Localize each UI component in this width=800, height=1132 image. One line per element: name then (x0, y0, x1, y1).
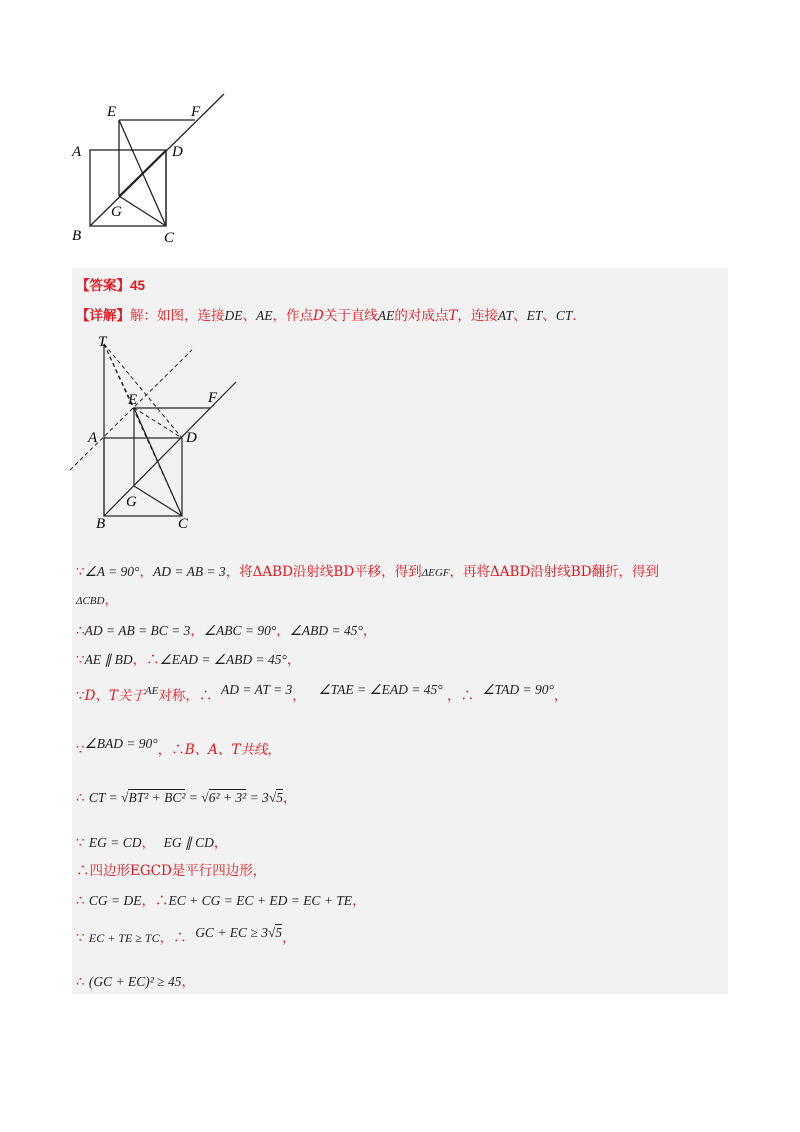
expr: = (185, 790, 202, 805)
radicand: 5 (276, 790, 283, 805)
expr-at: AT (497, 308, 514, 323)
label-d: D (172, 144, 183, 160)
therefore-symbol: ∴ (76, 863, 90, 879)
text: 的对成点 (394, 308, 449, 324)
expr: AE (144, 685, 159, 697)
label-e: E (107, 104, 117, 120)
figure-1 (60, 88, 240, 248)
segment-td (104, 344, 182, 438)
line-ae (70, 350, 192, 470)
text: 四边形EGCD是平行四边形， (89, 863, 267, 879)
text: ，再将ΔABD沿射线BD翻折，得到 (449, 564, 660, 580)
text: ，将ΔABD沿射线BD平移，得到 (225, 564, 422, 580)
step-3 (76, 650, 300, 670)
because-symbol: ∵ (76, 835, 85, 851)
expr-ct: CT (555, 308, 573, 323)
expr: ∠ABC = 90° (203, 623, 277, 638)
expr: AD = AB = BC = 3 (84, 623, 191, 638)
expr: ∠EAD = ∠ABD = 45° (159, 652, 287, 667)
detail-label: 【详解】 (76, 308, 130, 324)
expr: GC + EC ≥ 3 (195, 925, 268, 940)
step-9 (76, 891, 366, 911)
text: ， (159, 930, 174, 946)
step-7 (76, 833, 227, 853)
expr: EG = CD (88, 835, 142, 850)
radical-sign: √ (121, 790, 129, 805)
text: ， (282, 790, 297, 806)
because-symbol: ∵ (76, 930, 85, 946)
step-2 (76, 621, 376, 641)
expr: AE ∥ BD (84, 652, 133, 667)
label-d: D (186, 430, 197, 446)
expr: CG = DE (88, 893, 142, 908)
text: ，作点 (272, 308, 313, 324)
therefore-symbol: ∴ (173, 930, 187, 946)
step-10 (76, 925, 296, 948)
because-symbol: ∵ (76, 688, 85, 704)
expr: ΔEGF (421, 567, 450, 579)
text: ， (553, 688, 568, 704)
expr: ΔCBD (76, 595, 105, 607)
text: B、A、T共线， (184, 742, 281, 758)
text: ， (181, 974, 195, 990)
step-6 (76, 788, 296, 808)
figure-1-diagram (60, 88, 240, 248)
expr: AD = AT = 3 (220, 682, 293, 697)
radical-sign: √ (201, 790, 209, 805)
label-g: G (111, 204, 122, 220)
detail-line (76, 306, 577, 326)
text: 对称， (158, 688, 199, 704)
expr: EG ∥ CD (163, 835, 214, 850)
expr: ∠A = 90° (84, 564, 140, 579)
label-b: B (96, 516, 106, 532)
sep: 、 (542, 308, 556, 324)
radical-sign: √ (267, 925, 276, 940)
sep: 、 (242, 308, 256, 324)
therefore-symbol: ∴ (198, 688, 213, 704)
text: . (572, 308, 577, 324)
segment-gd (119, 150, 166, 196)
text: ， (190, 623, 204, 639)
answer-label: 【答案】 (76, 278, 130, 294)
expr: AD = AB = 3 (152, 564, 226, 579)
label-f: F (191, 104, 201, 120)
text: ， (213, 835, 228, 851)
radicand: 6² + 3² (208, 790, 247, 805)
answer-line (76, 276, 145, 296)
label-a: A (72, 144, 82, 160)
therefore-symbol: ∴ (146, 652, 160, 668)
expr-de: DE (224, 308, 243, 323)
radical-sign: √ (268, 790, 277, 805)
step-5 (76, 736, 281, 760)
label-a: A (88, 430, 98, 446)
therefore-symbol: ∴ (76, 974, 85, 990)
expr-et: ET (526, 308, 543, 323)
text: ， (139, 564, 153, 580)
label-c: C (178, 516, 189, 532)
therefore-symbol: ∴ (171, 742, 185, 758)
answer-value: 45 (130, 278, 146, 293)
text: ，连接 (457, 308, 498, 324)
expr-ae: AE (377, 308, 395, 323)
expr: (GC + EC)² ≥ 45 (88, 974, 182, 989)
radicand: 5 (275, 925, 283, 940)
text: ， (292, 688, 306, 704)
point-t: T (448, 308, 458, 324)
expr: CT = (88, 790, 122, 805)
step-11 (76, 972, 195, 992)
text: ， (141, 835, 155, 851)
text: ， (446, 688, 461, 704)
text: ， (141, 893, 155, 909)
figure-2 (70, 332, 250, 532)
step-1 (76, 562, 659, 583)
because-symbol: ∵ (76, 564, 85, 580)
label-t: T (98, 334, 107, 350)
text: ， (157, 742, 172, 758)
step-1b (76, 590, 118, 611)
label-e: E (128, 392, 138, 408)
expr: ∠ABD = 45° (289, 623, 363, 638)
expr: EC + TE ≥ TC (88, 931, 160, 945)
because-symbol: ∵ (76, 652, 85, 668)
label-c: C (164, 230, 175, 246)
text: ， (362, 623, 377, 639)
label-g: G (126, 494, 137, 510)
expr: EC + CG = EC + ED = EC + TE (168, 893, 353, 908)
text: ， (282, 930, 296, 946)
text: ， (352, 893, 366, 909)
text: ， (276, 623, 290, 639)
therefore-symbol: ∴ (76, 623, 85, 639)
text: ， (104, 592, 118, 608)
detail-intro: 解：如图，连接 (130, 308, 225, 324)
expr: = 3 (246, 790, 269, 805)
because-symbol: ∵ (76, 742, 85, 758)
expr: ∠BAD = 90° (84, 736, 158, 751)
figure-2-diagram (70, 332, 250, 532)
text: ， (132, 652, 147, 668)
therefore-symbol: ∴ (460, 688, 474, 704)
expr: ∠TAE = ∠EAD = 45° (318, 682, 443, 697)
step-4 (76, 682, 568, 707)
therefore-symbol: ∴ (76, 893, 85, 909)
therefore-symbol: ∴ (155, 893, 169, 909)
label-b: B (72, 228, 82, 244)
text: ， (286, 652, 301, 668)
expr-ae: AE (256, 308, 273, 323)
text: 关于直线 (323, 308, 378, 324)
sep: 、 (513, 308, 527, 324)
expr: ∠TAD = 90° (482, 682, 554, 697)
step-8 (76, 861, 266, 881)
label-f: F (208, 390, 218, 406)
point-d: D (313, 308, 324, 324)
text: D、T关于 (84, 688, 145, 704)
radicand: BT² + BC² (128, 790, 186, 805)
therefore-symbol: ∴ (76, 790, 85, 806)
